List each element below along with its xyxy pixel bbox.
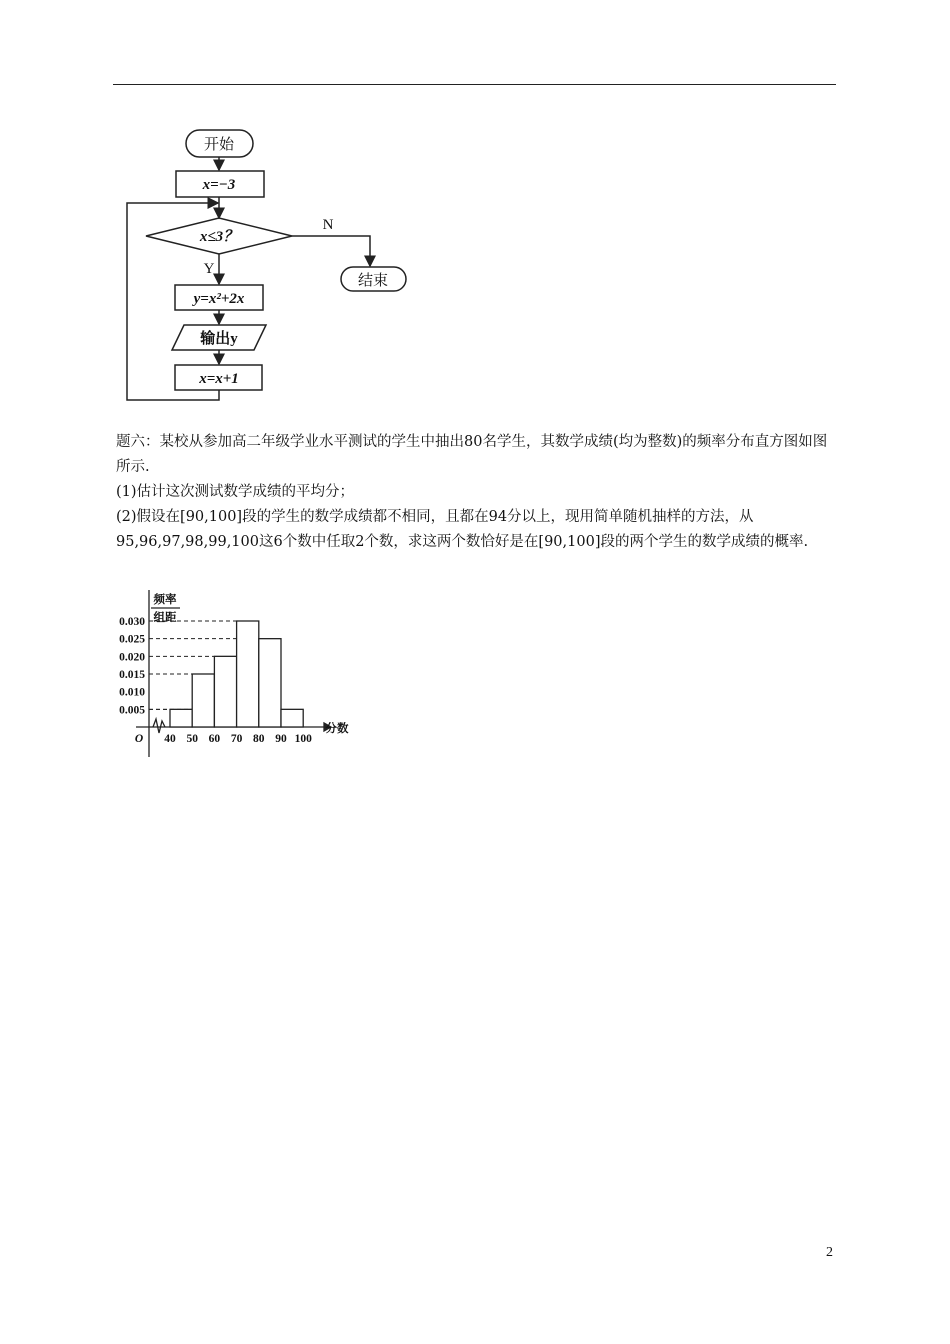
x-tick-label: 100 — [294, 733, 312, 745]
x-tick-label: 40 — [164, 733, 176, 745]
increment-label: x=x+1 — [199, 371, 239, 387]
problem-intro: 题六：某校从参加高二年级学业水平测试的学生中抽出80名学生，其数学成绩(均为整数)的频率分布直方图如图所示. — [116, 434, 828, 475]
no-label: N — [322, 217, 334, 233]
init-label: x=−3 — [202, 177, 236, 193]
x-tick-label: 50 — [186, 733, 198, 745]
flowchart — [118, 122, 418, 404]
question-1: (1)估计这次测试数学成绩的平均分； — [116, 484, 355, 500]
y-tick-label: 0.025 — [119, 633, 145, 646]
frequency-histogram — [108, 585, 358, 765]
condition-label: x≤3？ — [199, 229, 239, 245]
histogram-bar — [214, 656, 236, 727]
histogram-bar — [170, 709, 192, 727]
histogram-bar — [259, 639, 281, 727]
y-tick-label: 0.020 — [119, 651, 145, 664]
header-rule — [113, 84, 836, 85]
y-tick-label: 0.015 — [119, 669, 145, 681]
histogram-bar — [237, 621, 259, 727]
x-tick-label: 60 — [208, 733, 221, 745]
question-2: (2)假设在[90,100]段的学生的数学成绩都不相同，且都在94分以上，现用简单随机抽样的方法，从95,96,97,98,99,100这6个数中任取2个数，求这两个数恰好是在[90,100]段的两个学生的数学成绩的概率. — [116, 509, 809, 550]
yes-label: Y — [203, 261, 215, 277]
axis-break-icon — [153, 719, 165, 733]
y-tick-label: 0.010 — [119, 686, 145, 699]
page-number: 2 — [826, 1245, 833, 1260]
x-tick-label: 80 — [253, 733, 265, 745]
y-tick-label: 0.005 — [119, 704, 145, 717]
compute-label: y=x²+2x — [193, 291, 245, 307]
histogram-bar — [192, 674, 214, 727]
x-tick-label: 70 — [230, 733, 243, 745]
output-label: 输出y — [200, 331, 238, 347]
start-label: 开始 — [203, 137, 235, 153]
xlabel: 分数 — [325, 723, 349, 735]
ylabel-bottom: 组距 — [153, 612, 177, 624]
x-tick-label: 90 — [275, 733, 287, 745]
y-tick-label: 0.030 — [119, 616, 145, 628]
end-label: 结束 — [357, 273, 389, 289]
histogram-bar — [281, 709, 303, 727]
origin-label: O — [134, 733, 144, 745]
ylabel-top: 频率 — [153, 594, 177, 606]
